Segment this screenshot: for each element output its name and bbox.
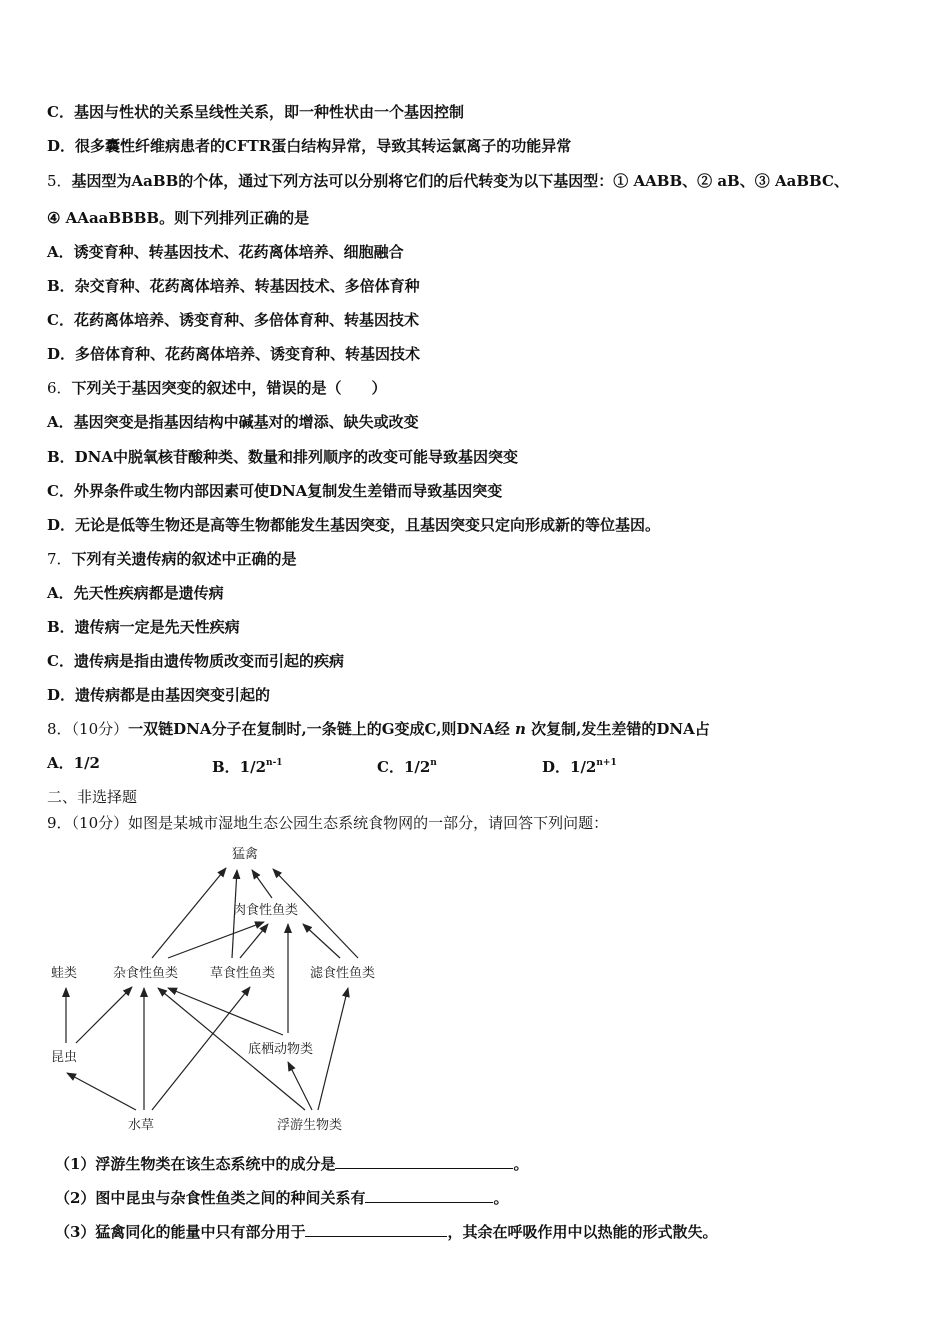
node-insect: 昆虫 (51, 1050, 78, 1065)
q7-option-a: A．先天性疾病都是遗传病 (47, 584, 224, 602)
q5-stem-text: 基因型为AaBB的个体，通过下列方法可以分别将它们的后代转变为以下基因型：① AABB、② aB、③ AaBBC、 (71, 172, 849, 190)
q9-sub1-end: 。 (513, 1155, 529, 1173)
q9-sub1-text: （1）浮游生物类在该生态系统中的成分是 (55, 1155, 336, 1173)
q5-stem-line2: ④ AAaaBBBB。则下列排列正确的是 (47, 209, 310, 227)
arrow-waterplant-to-insect (67, 1073, 136, 1110)
q7-option-c: C．遗传病是指由遗传物质改变而引起的疾病 (47, 652, 344, 670)
q9-sub2-text: （2）图中昆虫与杂食性鱼类之间的种间关系有 (55, 1189, 366, 1207)
q9-sub1 (55, 1154, 528, 1174)
arrow-carnivore-to-raptor (252, 870, 272, 898)
q8-option-b-sup: n-1 (266, 758, 283, 768)
q4-option-d: D．很多囊性纤维病患者的CFTR蛋白结构异常，导致其转运氯离子的功能异常 (47, 137, 572, 155)
section-heading: 二、非选择题 (47, 788, 138, 806)
q8-number: 8．（10分） (47, 720, 129, 738)
q7-option-d: D．遗传病都是由基因突变引起的 (47, 686, 271, 704)
node-plankton: 浮游生物类 (277, 1118, 343, 1133)
q7-option-b: B．遗传病一定是先天性疾病 (47, 618, 240, 636)
q8-stem-a: 一双链DNA分子在复制时,一条链上的G变成C,则DNA经 (128, 720, 510, 738)
arrow-omnivore-to-raptor (152, 868, 226, 958)
q9-sub3 (55, 1222, 717, 1242)
q9-sub2 (55, 1188, 508, 1208)
q8-option-c-base: C．1/2 (377, 758, 431, 776)
node-carnivore-fish: 肉食性鱼类 (233, 903, 299, 918)
q7-number: 7． (47, 550, 72, 568)
arrow-plankton-to-filter (318, 988, 348, 1110)
node-omnivore-fish: 杂食性鱼类 (113, 966, 179, 981)
answer-blank-1[interactable] (335, 1154, 513, 1169)
q7-stem-text: 下列有关遗传病的叙述中正确的是 (71, 550, 297, 568)
q5-option-d: D．多倍体育种、花药离体培养、诱变育种、转基因技术 (47, 345, 421, 363)
q5-option-c: C．花药离体培养、诱变育种、多倍体育种、转基因技术 (47, 311, 419, 329)
q8-option-a: A．1/2 (47, 754, 100, 772)
arrow-insect-to-omnivore (76, 987, 132, 1043)
node-herbivore-fish: 草食性鱼类 (210, 966, 276, 981)
arrow-filter-to-carnivore (303, 924, 340, 958)
q9-sub3-text: （3）猛禽同化的能量中只有部分用于 (55, 1223, 306, 1241)
node-filter-fish: 滤食性鱼类 (310, 966, 376, 981)
q6-option-b: B．DNA中脱氧核苷酸种类、数量和排列顺序的改变可能导致基因突变 (47, 448, 519, 466)
q9-number: 9．（10分） (47, 814, 129, 832)
q8-stem-n: n (515, 720, 526, 738)
answer-blank-3[interactable] (305, 1222, 447, 1237)
answer-blank-2[interactable] (365, 1188, 493, 1203)
q8-option-b-base: B．1/2 (212, 758, 267, 776)
q6-number: 6． (47, 379, 72, 397)
node-benthic: 底栖动物类 (248, 1042, 314, 1057)
q5-number: 5． (47, 172, 72, 190)
node-water-plant: 水草 (128, 1118, 155, 1133)
arrow-plankton-to-benthic (288, 1062, 312, 1110)
node-frog: 蛙类 (51, 966, 78, 981)
q9-sub3-end: ，其余在呼吸作用中以热能的形式散失。 (447, 1223, 718, 1241)
q5-option-b: B．杂交育种、花药离体培养、转基因技术、多倍体育种 (47, 277, 420, 295)
arrow-waterplant-to-herbivore (152, 987, 250, 1110)
arrow-omnivore-to-carnivore (168, 922, 264, 958)
q6-option-d: D．无论是低等生物还是高等生物都能发生基因突变，且基因突变只定向形成新的等位基因。 (47, 516, 661, 534)
q5-option-a: A．诱变育种、转基因技术、花药离体培养、细胞融合 (47, 243, 404, 261)
q8-option-d-base: D．1/2 (542, 758, 597, 776)
q8-option-c-sup: n (430, 758, 437, 768)
q8-stem-b: 次复制,发生差错的DNA占 (531, 720, 710, 738)
q8-option-d-sup: n+1 (596, 758, 617, 768)
q4-option-c: C．基因与性状的关系呈线性关系，即一种性状由一个基因控制 (47, 103, 464, 121)
q9-stem-text: 如图是某城市湿地生态公园生态系统食物网的一部分，请回答下列问题： (128, 814, 609, 832)
q6-option-a: A．基因突变是指基因结构中碱基对的增添、缺失或改变 (47, 413, 419, 431)
q9-sub2-end: 。 (493, 1189, 509, 1207)
node-raptor: 猛禽 (232, 847, 259, 862)
arrow-benthic-to-omnivore (168, 988, 283, 1035)
q6-option-c: C．外界条件或生物内部因素可使DNA复制发生差错而导致基因突变 (47, 482, 503, 500)
q6-stem-text: 下列关于基因突变的叙述中，错误的是（ ） (71, 379, 387, 397)
